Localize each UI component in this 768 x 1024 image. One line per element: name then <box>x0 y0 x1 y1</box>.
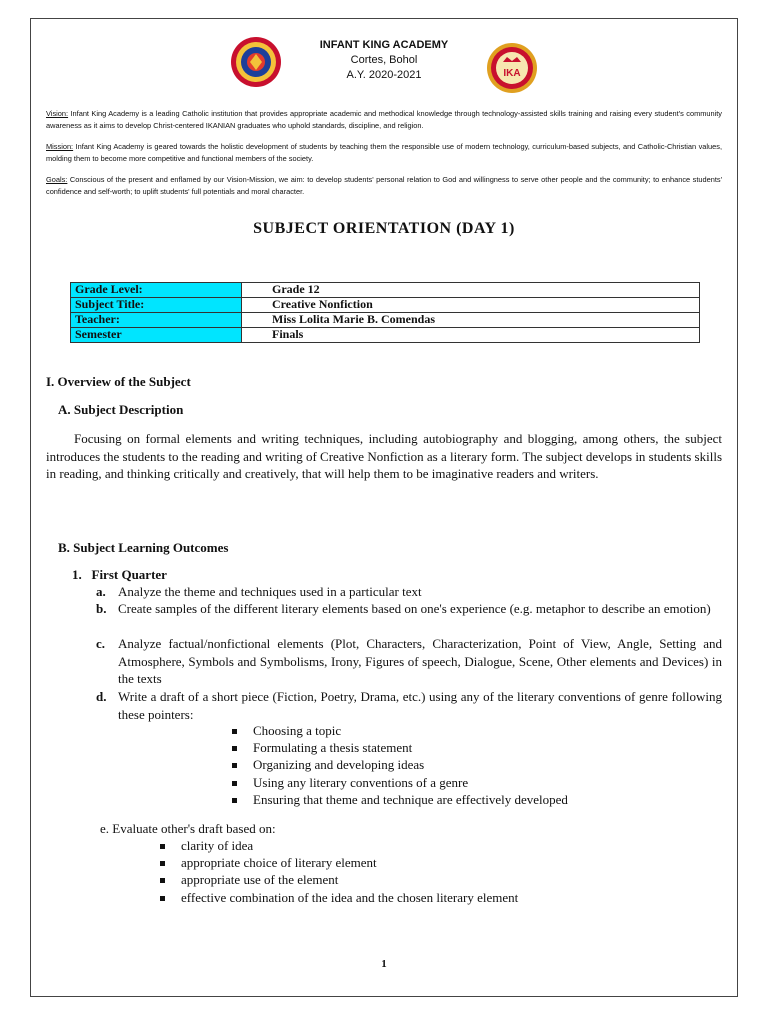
vision-statement <box>46 108 722 131</box>
list-item <box>232 774 468 792</box>
outcome-mark: a. <box>96 584 106 599</box>
outcome-item <box>96 688 722 723</box>
list-item <box>232 722 341 740</box>
list-item-text: appropriate choice of literary element <box>181 855 377 870</box>
table-row <box>71 328 700 343</box>
bullet-icon <box>232 798 237 803</box>
grade-level-label: Grade Level: <box>71 283 242 298</box>
goals-statement <box>46 174 722 197</box>
list-item-text: Formulating a thesis statement <box>253 740 413 755</box>
table-row <box>71 298 700 313</box>
list-item <box>232 791 568 809</box>
section-outcomes-heading: B. Subject Learning Outcomes <box>58 540 229 555</box>
academic-year: A.Y. 2020-2021 <box>346 69 422 81</box>
list-item-text: Using any literary conventions of a genre <box>253 775 469 790</box>
outcome-text: Create samples of the different literary elements based on one's experience (e.g. metaphor to describe an emotion) <box>118 601 711 616</box>
outcome-mark: c. <box>96 636 106 651</box>
page-number: 1 <box>381 958 387 970</box>
bullet-icon <box>232 729 237 734</box>
quarter-heading <box>72 566 167 584</box>
subject-title-label: Subject Title: <box>71 298 242 313</box>
teacher-value: Miss Lolita Marie B. Comendas <box>242 313 700 328</box>
mission-statement <box>46 141 722 164</box>
semester-label: Semester <box>71 328 242 343</box>
list-item <box>232 756 424 774</box>
outcome-item <box>96 635 722 688</box>
vision-text: Infant King Academy is a leading Catholic institution that provides appropriate academic and methodical knowledge through technology-assisted skills training and raising every student's community awareness as it aims to develop Christ-centered IKANIAN graduates who uphold standards, discipline, and religion. <box>46 109 722 130</box>
outcome-mark: b. <box>96 601 107 616</box>
bullet-icon <box>160 896 165 901</box>
outcome-text: Write a draft of a short piece (Fiction, Poetry, Drama, etc.) using any of the literary conventions of genre following these pointers: <box>118 689 722 722</box>
evaluate-heading: e. Evaluate other's draft based on: <box>100 821 276 836</box>
list-item-text: Choosing a topic <box>253 723 342 738</box>
outcome-item <box>96 600 722 618</box>
school-name: INFANT KING ACADEMY <box>319 39 449 51</box>
list-item-text: Organizing and developing ideas <box>253 757 425 772</box>
subject-info-table <box>70 282 700 343</box>
logo-ika-text: IKA <box>503 68 521 79</box>
school-header <box>0 38 768 83</box>
list-item <box>160 854 377 872</box>
vision-label: Vision: <box>46 109 69 118</box>
subject-description: Focusing on formal elements and writing techniques, including autobiography and blogging, among others, the subject introduces the students to the reading and writing of Creative Nonfiction as a literary form. The subject develops in students skills in reading, and thinking critically and creatively, that will help them to be imaginative readers and writers. <box>46 431 722 481</box>
section-description-heading: A. Subject Description <box>58 402 184 417</box>
list-item <box>160 837 253 855</box>
list-item <box>160 889 518 907</box>
table-row <box>71 283 700 298</box>
list-item-text: appropriate use of the element <box>181 872 339 887</box>
list-item-text: Ensuring that theme and technique are effectively developed <box>253 792 568 807</box>
bullet-icon <box>160 844 165 849</box>
section-overview-heading: I. Overview of the Subject <box>46 374 191 389</box>
bullet-icon <box>232 781 237 786</box>
mission-label: Mission: <box>46 142 74 151</box>
outcome-text: Analyze the theme and techniques used in a particular text <box>118 584 422 599</box>
goals-text: Conscious of the present and enflamed by our Vision-Mission, we aim: to develop students' personal relation to God and willingness to serve other people and the community; to enhance students' confidence and self-worth; to uplift students' full potentials and moral character. <box>46 175 722 196</box>
list-item <box>160 871 338 889</box>
outcome-item <box>96 583 722 601</box>
quarter-number: 1. <box>72 567 82 582</box>
page-border <box>30 18 738 997</box>
goals-label: Goals: <box>46 175 68 184</box>
grade-level-value: Grade 12 <box>242 283 700 298</box>
quarter-title: First Quarter <box>91 567 167 582</box>
teacher-label: Teacher: <box>71 313 242 328</box>
bullet-icon <box>160 878 165 883</box>
bullet-icon <box>160 861 165 866</box>
subject-title-value: Creative Nonfiction <box>242 298 700 313</box>
school-location: Cortes, Bohol <box>350 54 418 66</box>
list-item-text: clarity of idea <box>181 838 254 853</box>
table-row <box>71 313 700 328</box>
mission-text: Infant King Academy is geared towards the holistic development of students by teaching them the responsible use of modern technology, curriculum-based subjects, and Catholic-Christian values, molding them to become more competitive and functional members of the society. <box>46 142 722 163</box>
outcome-mark: d. <box>96 689 107 704</box>
page-title: SUBJECT ORIENTATION (DAY 1) <box>253 220 515 237</box>
outcome-text: Analyze factual/nonfictional elements (Plot, Characters, Characterization, Point of View, Angle, Setting and Atmosphere, Symbols and Symbolisms, Irony, Figures of speech, Dialogue, Scene, Other elements and Devices) in the texts <box>118 636 722 686</box>
bullet-icon <box>232 746 237 751</box>
semester-value: Finals <box>242 328 700 343</box>
bullet-icon <box>232 763 237 768</box>
list-item <box>232 739 412 757</box>
list-item-text: effective combination of the idea and the chosen literary element <box>181 890 519 905</box>
